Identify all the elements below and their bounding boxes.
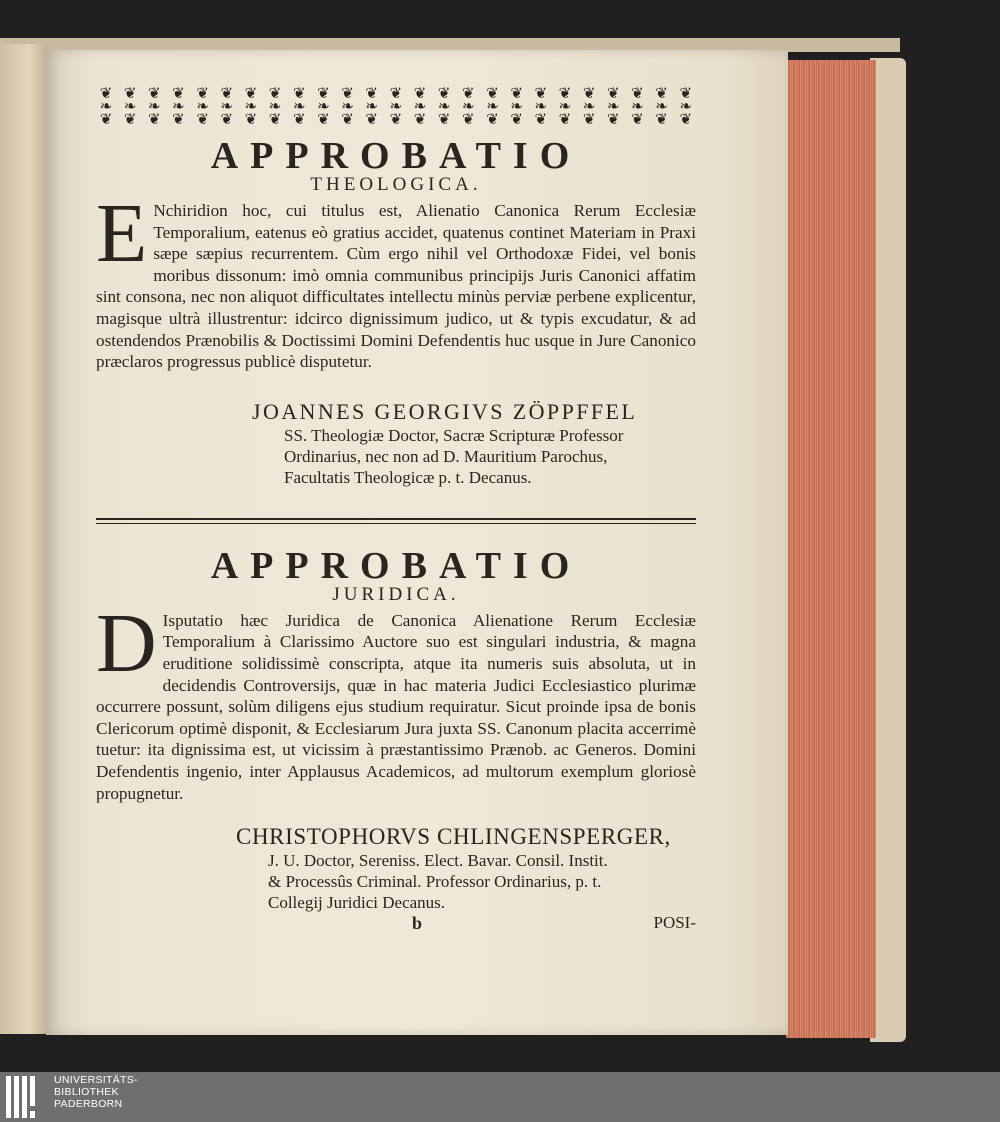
fleuron-icon: ❦ ❧ ❦ xyxy=(679,86,693,128)
library-logo-line: BIBLIOTHEK xyxy=(54,1086,119,1098)
fleuron-icon: ❦ ❧ ❦ xyxy=(148,86,161,128)
fleuron-icon: ❦ ❧ ❦ xyxy=(462,86,475,128)
section1-text: Nchiridion hoc, cui titulus est, Alienatio Canonica Rerum Ecclesiæ Temporalium, eatenus eò gratius accidet, quatenus continet Materiam in Praxi sæpe sæpius recurrentem. Cùm ergo nihil vel Orthodoxæ Fidei, vel bonis moribus dissonum: imò omnia communibus principijs Juris Canonici affatim sint consona, nec non aliquot difficultates intellectu minùs perviæ perbene explicentur, magisque ultrà illustrentur: idcirco dignissimum judico, ut & typis excudatur, & ad ostendendos Prænobilis & Doctissimi Domini Defendentis huc usque in Jure Canonico præclaros progressus publicè disputetur. xyxy=(96,201,696,372)
section2-title: APPROBATIO xyxy=(210,544,582,587)
left-page-edge xyxy=(0,44,48,1034)
section1-subtitle: THEOLOGICA. xyxy=(310,174,482,195)
catchword: POSI- xyxy=(653,913,696,933)
fleuron-icon: ❦ ❧ ❦ xyxy=(437,86,451,128)
page-content xyxy=(96,86,696,937)
fleuron-icon: ❦ ❧ ❦ xyxy=(292,86,306,128)
library-logo-icon xyxy=(6,1076,46,1118)
fleuron-icon: ❦ ❧ ❦ xyxy=(534,86,548,128)
section1-dropcap: E xyxy=(96,187,148,280)
fleuron-icon: ❦ ❧ ❦ xyxy=(99,86,113,128)
red-fore-edge xyxy=(786,60,876,1038)
section2-signature xyxy=(236,824,696,913)
section2-text: Isputatio hæc Juridica de Canonica Alienatione Rerum Ecclesiæ Temporalium à Clarissimo Auctore suo est singulari industria, & magna eruditione solidissimè conscripta, atque ita numeris suis absoluta, ut in decidendis Controversijs, quæ in hac materia Judici Ecclesiastico plurimæ occurrere possunt, solùm diligens ejus studium requiratur. Sicut proinde ipsa de bonis Clericorum optimè disponit, & Ecclesiarum Jura juxta SS. Canonum placita accerrimè tuetur: ita dignissima est, ut vicissim à præstantissimo Prænob. ac Generos. Domini Defendentis ingenio, inter Applausus Academicos, ad multorum exemplum gloriosè propugnetur. xyxy=(96,610,696,803)
library-logo-line: PADERBORN xyxy=(54,1098,123,1110)
fleuron-icon: ❦ ❧ ❦ xyxy=(365,86,378,128)
ornament-border xyxy=(96,86,696,130)
section2-body xyxy=(96,596,696,804)
section2-signature-line: & Processûs Criminal. Professor Ordinarius, p. t. xyxy=(268,872,602,892)
section1-signature-line: SS. Theologiæ Doctor, Sacræ Scripturæ Professor xyxy=(284,425,624,445)
fleuron-icon: ❦ ❧ ❦ xyxy=(341,86,354,128)
fleuron-icon: ❦ ❧ ❦ xyxy=(268,86,282,128)
fleuron-icon: ❦ ❧ ❦ xyxy=(606,86,620,128)
fleuron-icon: ❦ ❧ ❦ xyxy=(220,86,234,128)
fleuron-icon: ❦ ❧ ❦ xyxy=(631,86,644,128)
fleuron-icon: ❦ ❧ ❦ xyxy=(196,86,209,128)
section-divider xyxy=(96,518,696,524)
section2-signature-name: CHRISTOPHORVS CHLINGENSPERGER, xyxy=(236,824,671,850)
signature-mark: b xyxy=(412,913,423,934)
fleuron-icon: ❦ ❧ ❦ xyxy=(558,86,572,128)
fleuron-icon: ❦ ❧ ❦ xyxy=(510,86,523,128)
fleuron-icon: ❦ ❧ ❦ xyxy=(655,86,668,128)
section1-signature-line: Ordinarius, nec non ad D. Mauritium Parochus, xyxy=(284,446,608,466)
fleuron-icon: ❦ ❧ ❦ xyxy=(582,86,596,128)
section1-title: APPROBATIO xyxy=(210,135,582,177)
fleuron-icon: ❦ ❧ ❦ xyxy=(317,86,330,128)
section1-signature-line: Facultatis Theologicæ p. t. Decanus. xyxy=(284,467,532,487)
section2-dropcap: D xyxy=(96,596,157,690)
library-logo-text xyxy=(54,1074,138,1110)
section1-signature xyxy=(252,399,696,488)
library-logo-bar xyxy=(0,1072,1000,1122)
section2-subtitle: JURIDICA. xyxy=(332,583,460,605)
fleuron-icon: ❦ ❧ ❦ xyxy=(413,86,427,128)
fleuron-icon: ❦ ❧ ❦ xyxy=(486,86,499,128)
fleuron-icon: ❦ ❧ ❦ xyxy=(172,86,185,128)
section2-signature-line: J. U. Doctor, Sereniss. Elect. Bavar. Consil. Instit. xyxy=(268,851,608,871)
fleuron-icon: ❦ ❧ ❦ xyxy=(389,86,403,128)
library-logo-line: UNIVERSITÄTS- xyxy=(54,1074,138,1086)
section1-body xyxy=(96,187,696,373)
section1-signature-name: JOANNES GEORGIVS ZÖPPFFEL xyxy=(252,398,638,424)
page-footer xyxy=(96,913,696,937)
fleuron-icon: ❦ ❧ ❦ xyxy=(244,86,258,128)
section2-signature-line: Collegij Juridici Decanus. xyxy=(268,893,446,913)
fleuron-icon: ❦ ❧ ❦ xyxy=(123,86,137,128)
